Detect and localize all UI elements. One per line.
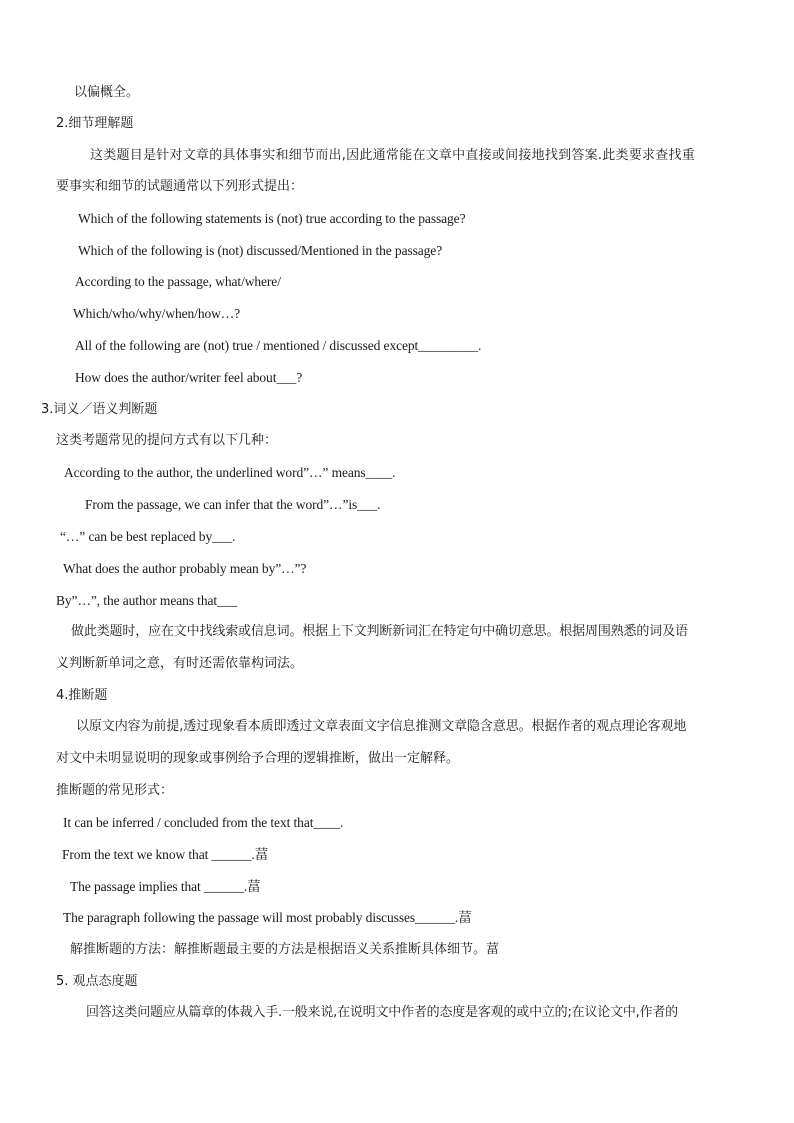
paragraph-line: 这类考题常见的提问方式有以下几种： xyxy=(56,433,278,448)
question-form: How does the author/writer feel about___? xyxy=(75,370,303,385)
section-heading: 4.推断题 xyxy=(56,688,108,703)
question-form: It can be inferred / concluded from the text that____. xyxy=(63,815,344,830)
paragraph-line: 回答这类问题应从篇章的体裁入手.一般来说,在说明文中作者的态度是客观的或中立的;在议论文中,作者的 xyxy=(86,1005,678,1020)
paragraph-line: 对文中未明显说明的现象或事例给予合理的逻辑推断，做出一定解释。 xyxy=(56,751,460,766)
question-form: By”…”, the author means that___ xyxy=(56,593,237,608)
question-form: From the passage, we can infer that the word”…”is___. xyxy=(85,497,381,512)
paragraph-line: 解推断题的方法：解推断题最主要的方法是根据语义关系推断具体细节。葍 xyxy=(70,942,500,957)
question-form: Which of the following statements is (not) true according to the passage? xyxy=(78,211,466,226)
question-form: The passage implies that ______.葍 xyxy=(70,879,261,894)
section-heading: 5. 观点态度题 xyxy=(56,974,138,989)
question-form: The paragraph following the passage will most probably discusses______.葍 xyxy=(63,910,472,925)
question-form: Which of the following is (not) discussed/Mentioned in the passage? xyxy=(78,243,443,258)
question-form: From the text we know that ______.葍 xyxy=(62,847,269,862)
paragraph-line: 要事实和细节的试题通常以下列形式提出： xyxy=(56,179,304,194)
question-form: “…” can be best replaced by___. xyxy=(60,529,236,544)
text-line: 以偏概全。 xyxy=(74,85,140,100)
question-form: According to the author, the underlined word”…” means____. xyxy=(64,465,396,480)
question-form: What does the author probably mean by”…”? xyxy=(63,561,307,576)
paragraph-line: 以原文内容为前提,透过现象看本质即透过文章表面文字信息推测文章隐含意思。根据作者的观点理论客观地 xyxy=(76,719,687,734)
question-form: Which/who/why/when/how…? xyxy=(73,306,241,321)
paragraph-line: 这类题目是针对文章的具体事实和细节而出,因此通常能在文章中直接或间接地找到答案.此类要求查找重 xyxy=(90,148,696,163)
section-heading: 2.细节理解题 xyxy=(56,116,134,131)
paragraph-line: 做此类题时，应在文中找线索或信息词。根据上下文判断新词汇在特定句中确切意思。根据周围熟悉的词及语 xyxy=(71,624,688,639)
paragraph-line: 推断题的常见形式： xyxy=(56,783,174,798)
question-form: All of the following are (not) true / mentioned / discussed except_________. xyxy=(75,338,482,353)
paragraph-line: 义判断新单词之意，有时还需依靠构词法。 xyxy=(56,656,304,671)
section-heading: 3.词义／语义判断题 xyxy=(41,402,158,417)
question-form: According to the passage, what/where/ xyxy=(75,274,281,289)
